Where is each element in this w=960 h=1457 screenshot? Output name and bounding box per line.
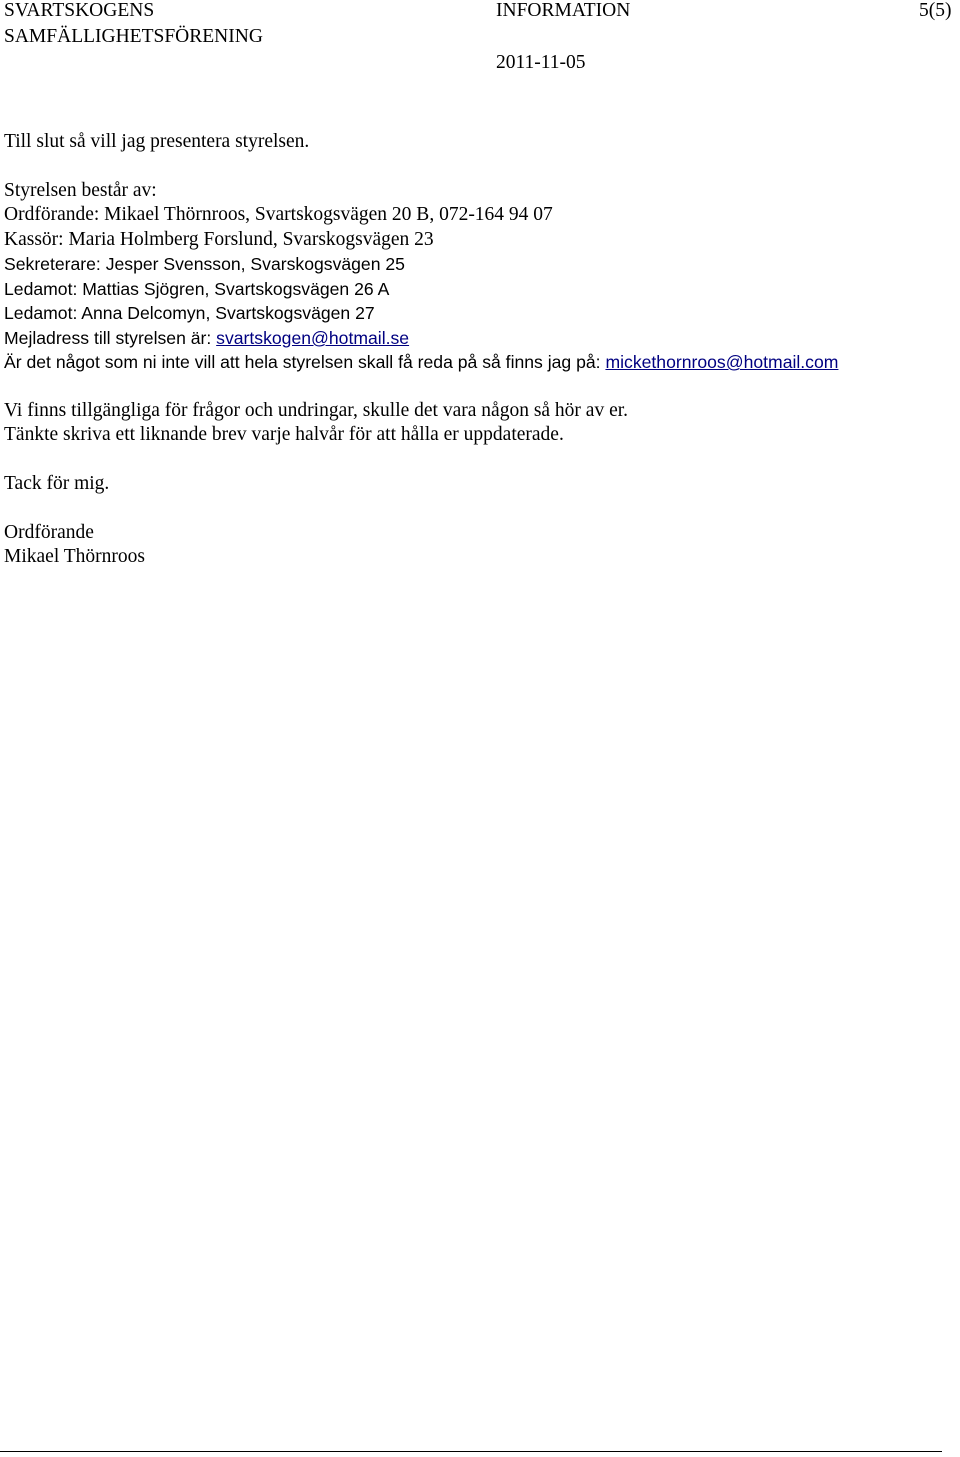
signature-title: Ordförande [4, 522, 94, 543]
intro-paragraph: Till slut så vill jag presentera styrelsen. [4, 131, 310, 152]
plan-paragraph: Tänkte skriva ett liknande brev varje halvår för att hålla er uppdaterade. [4, 424, 564, 445]
organization-name-line1: SVARTSKOGENS [4, 0, 155, 21]
document-type: INFORMATION [496, 0, 631, 21]
thanks-line: Tack för mig. [4, 473, 110, 494]
board-member-treasurer: Kassör: Maria Holmberg Forslund, Svarskogsvägen 23 [4, 229, 434, 250]
board-member-member2: Ledamot: Anna Delcomyn, Svartskogsvägen 27 [4, 303, 375, 323]
private-contact-line [4, 351, 838, 373]
page-number: 5(5) [919, 0, 952, 21]
footer-divider [0, 1451, 942, 1452]
signature-name: Mikael Thörnroos [4, 546, 145, 567]
board-mail-line [4, 327, 409, 349]
board-member-member1: Ledamot: Mattias Sjögren, Svartskogsvägen 26 A [4, 279, 390, 299]
private-contact-link[interactable]: mickethornroos@hotmail.com [605, 352, 839, 372]
questions-paragraph: Vi finns tillgängliga för frågor och undringar, skulle det vara någon så hör av er. [4, 400, 629, 421]
private-contact-label: Är det något som ni inte vill att hela styrelsen skall få reda på så finns jag på: [4, 352, 606, 372]
board-heading: Styrelsen består av: [4, 180, 157, 201]
board-member-secretary: Sekreterare: Jesper Svensson, Svarskogsvägen 25 [4, 254, 405, 274]
board-mail-link[interactable]: svartskogen@hotmail.se [216, 328, 410, 348]
board-member-chair: Ordförande: Mikael Thörnroos, Svartskogsvägen 20 B, 072-164 94 07 [4, 204, 553, 225]
organization-name-line2: SAMFÄLLIGHETSFÖRENING [4, 26, 263, 47]
document-date: 2011-11-05 [496, 52, 586, 73]
board-mail-label: Mejladress till styrelsen är: [4, 328, 217, 348]
